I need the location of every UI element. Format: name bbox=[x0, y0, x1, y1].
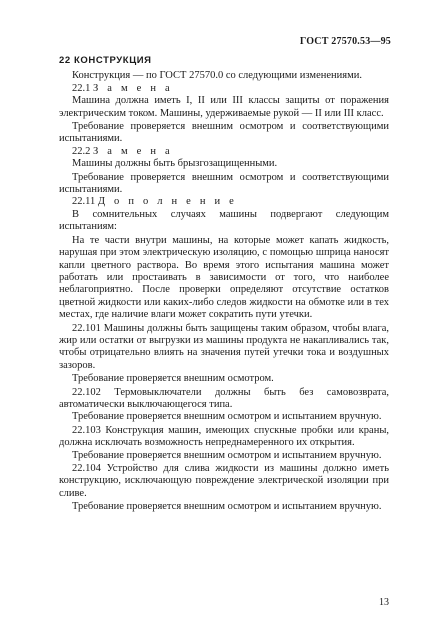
clause-22-103-requirement: Требование проверяется внешним осмотром и испытанием вручную. bbox=[72, 449, 382, 461]
clause-number: 22.2 bbox=[72, 145, 91, 157]
clause-22-102-text: 22.102 Термовыключатели должны быть без самовозврата, автоматически выключающегося типа. bbox=[59, 386, 389, 410]
clause-label: Д о п о л н е н и е bbox=[97, 196, 237, 208]
clause-22-104-text: 22.104 Устройство для слива жидкости из машины должно иметь конструкцию, исключающую повреждение электрической изоляции при сливе. bbox=[59, 463, 389, 499]
clause-22-2-text: Машины должны быть брызгозащищенными. bbox=[72, 158, 278, 170]
clause-22-11-intro: В сомнительных случаях машины подвергают следующим испытаниям: bbox=[59, 208, 389, 233]
document-body bbox=[59, 55, 389, 514]
clause-22-1-heading bbox=[59, 83, 389, 95]
clause-22-1-text: Машина должна иметь I, II или III классы защиты от поражения электрическим током. Машины, удерживаемые рукой — II или III класс. bbox=[59, 95, 389, 119]
clause-22-102-requirement: Требование проверяется внешним осмотром и испытанием вручную. bbox=[72, 411, 382, 423]
clause-label: З а м е н а bbox=[93, 82, 173, 94]
clause-22-103-text: 22.103 Конструкция машин, имеющих спускные пробки или краны, должна исключать возможность непреднамеренного их открытия. bbox=[59, 424, 389, 449]
clause-22-11-heading bbox=[59, 196, 389, 208]
clause-22-11-text: На те части внутри машины, на которые может капать жидкость, нарушая при этом электрическую изоляцию, с помощью шприца наносят капли цветного раствора. Во время этого испытания машина может работать или простаивать в зависимости от того, что наиболее неблагоприятно. После проверки определяют отсутствие остатков цветной жидкости или каких-либо следов жидкости на обмотке или в тех местах, где наличие влаги может сократить пути утечки. bbox=[59, 234, 389, 321]
clause-22-2-heading bbox=[59, 146, 389, 158]
clause-number: 22.1 bbox=[72, 82, 91, 94]
standard-header: ГОСТ 27570.53—95 bbox=[299, 36, 391, 47]
section-title: 22 КОНСТРУКЦИЯ bbox=[59, 55, 152, 66]
clause-label: З а м е н а bbox=[93, 145, 173, 157]
clause-22-1-requirement: Требование проверяется внешним осмотром и соответствующими испытаниями. bbox=[59, 121, 389, 145]
clause-22-104-requirement: Требование проверяется внешним осмотром и испытанием вручную. bbox=[72, 501, 382, 513]
intro-paragraph: Конструкция — по ГОСТ 27570.0 со следующими изменениями. bbox=[72, 70, 362, 82]
clause-number: 22.11 bbox=[72, 196, 96, 208]
clause-22-101-requirement: Требование проверяется внешним осмотром. bbox=[72, 373, 274, 385]
clause-22-101-text: 22.101 Машины должны быть защищены таким образом, чтобы влага, жир или остатки от выгрузки из машины продукта не накапливались так, чтобы отрицательно влиять на значения путей утечки тока и воздушных зазоров. bbox=[59, 322, 389, 371]
clause-22-2-requirement: Требование проверяется внешним осмотром и соответствующими испытаниями. bbox=[59, 171, 389, 196]
page-number: 13 bbox=[379, 597, 389, 608]
